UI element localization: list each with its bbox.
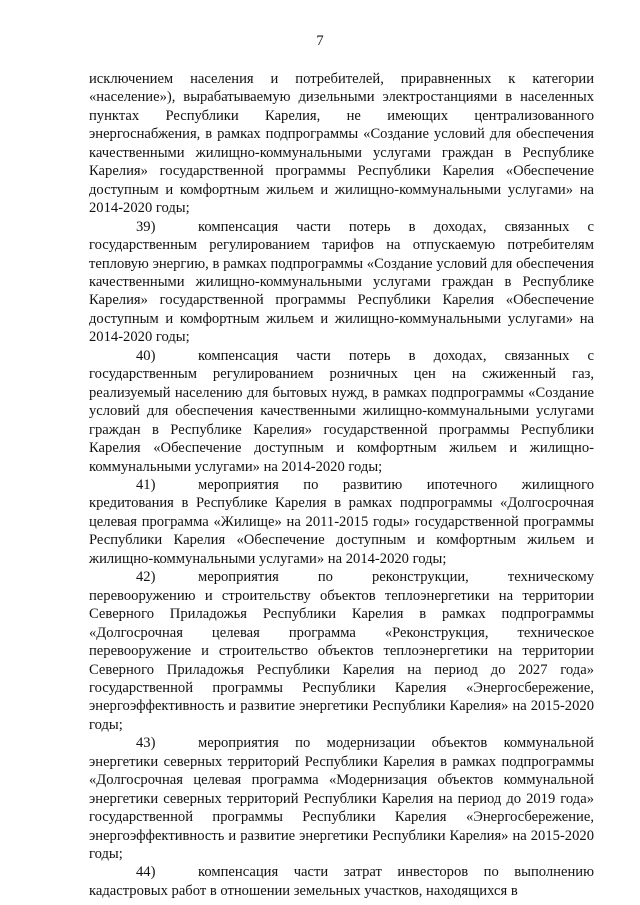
list-item-40: [89, 347, 594, 476]
list-item-41: [89, 476, 594, 568]
page-number: 7: [316, 33, 324, 49]
list-item-44: [89, 863, 594, 900]
paragraph-text: исключением населения и потребителей, приравненных к категории «население»), вырабатываемую дизельными электростанциями в населенных пунктах Республики Карелия, не имеющих централизованного энергоснабжения, в рамках подпрограммы «Создание условий для обеспечения качественными жилищно-коммунальными услугами граждан в Республике Карелия» государственной программы Республики Карелия «Обеспечение доступным и комфортным жильем и жилищно-коммунальными услугами» на 2014-2020 годы;: [89, 71, 594, 217]
list-item-39: [89, 218, 594, 347]
list-item-number: 39): [136, 218, 156, 235]
list-item-number: 40): [136, 347, 156, 364]
paragraph-continuation: [89, 70, 594, 218]
list-item-number: 41): [136, 476, 156, 493]
list-item-text: компенсация части потерь в доходах, связанных с государственным регулированием тарифов на отпускаемую потребителям тепловую энергию, в рамках подпрограммы «Создание условий для обеспечения качественными жилищно-коммунальными услугами граждан в Республике Карелия» государственной программы Республики Карелия «Обеспечение доступным и комфортным жильем и жилищно-коммунальными услугами» на 2014-2020 годы;: [89, 218, 594, 346]
list-item-43: [89, 734, 594, 863]
list-item-42: [89, 568, 594, 734]
list-item-number: 42): [136, 569, 156, 586]
list-item-number: 44): [136, 864, 156, 881]
list-item-text: мероприятия по развитию ипотечного жилищного кредитования в Республике Карелия в рамках подпрограммы «Долгосрочная целевая программа «Жилище» на 2011-2015 годы» государственной программы Республики Карелия «Обеспечение доступным и комфортным жильем и жилищно-коммунальными услугами» на 2014-2020 годы;: [89, 476, 594, 567]
list-item-text: компенсация части потерь в доходах, связанных с государственным регулированием розничных цен на сжиженный газ, реализуемый населению для бытовых нужд, в рамках подпрограммы «Создание условий для обеспечения качественными жилищно-коммунальными услугами граждан в Республике Карелия» государственной программы Республики Карелия «Обеспечение доступным и комфортным жильем и жилищно-коммунальными услугами» на 2014-2020 годы;: [89, 347, 594, 475]
list-item-text: мероприятия по модернизации объектов коммунальной энергетики северных территорий Республики Карелия в рамках подпрограммы «Долгосрочная целевая программа «Модернизация объектов коммунальной энергетики северных территорий Республики Карелия на период до 2019 года» государственной программы Республики Карелия «Энергосбережение, энергоэффективность и развитие энергетики Республики Карелия» на 2015-2020 годы;: [89, 735, 594, 863]
list-item-text: компенсация части затрат инвесторов по выполнению кадастровых работ в отношении земельных участков, находящихся в: [89, 864, 594, 899]
list-item-number: 43): [136, 735, 156, 752]
document-body: [89, 70, 594, 900]
list-item-text: мероприятия по реконструкции, техническому перевооружению и строительству объектов теплоэнергетики на территории Северного Приладожья Республики Карелия в рамках подпрограммы «Долгосрочная целевая программа «Реконструкция, техническое перевооружение и строительство объектов теплоэнергетики на территории Северного Приладожья Республики Карелия на период до 2027 года» государственной программы Республики Карелия «Энергосбережение, энергоэффективность и развитие энергетики Республики Карелия» на 2015-2020 годы;: [89, 569, 594, 733]
